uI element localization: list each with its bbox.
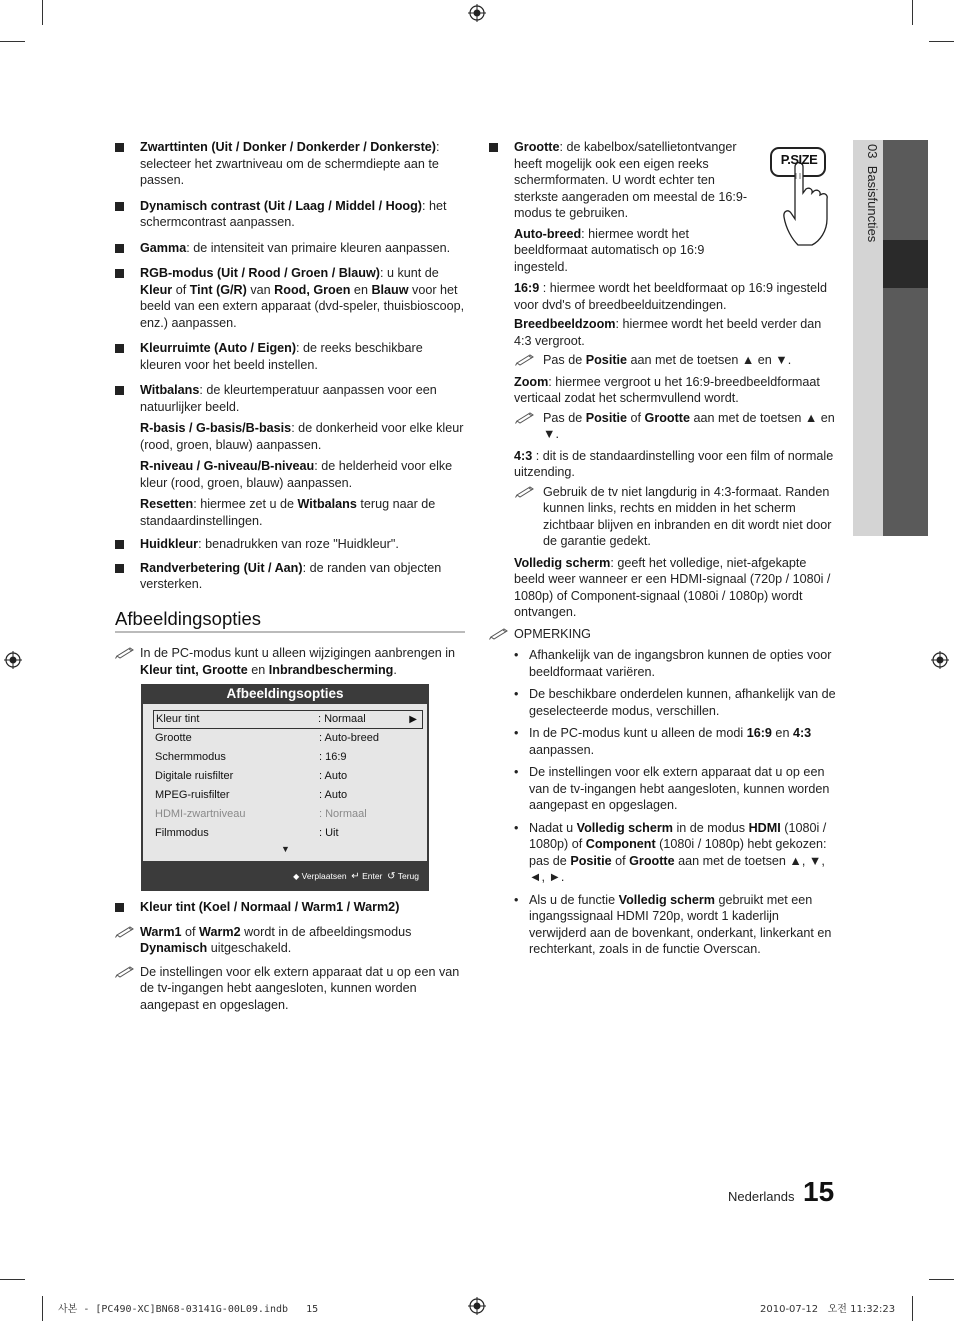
desc: van (246, 282, 275, 297)
osd-footer-back: Terug (397, 871, 419, 881)
desc: : u kunt de (379, 266, 439, 280)
bullet-square-icon (115, 564, 124, 573)
osd-row-digitale-ruisfilter[interactable] (155, 767, 427, 786)
desc: (1080i / 1080p) of (529, 820, 827, 851)
desc: De instellingen voor elk extern apparaat dat u op een van de tv-ingangen hebt aangesloten, kunnen worden aangepast en opgeslagen. (140, 964, 460, 1012)
note-heading: OPMERKING (514, 626, 591, 641)
desc: : hiermee wordt het beeld verder dan 4:3 vergroot. (514, 317, 822, 348)
registration-mark-icon (4, 651, 22, 669)
desc: : de reeks beschikbare kleuren voor het beeld instellen. (140, 341, 423, 372)
term: Huidkleur (140, 537, 199, 551)
bullet-square-icon (115, 143, 124, 152)
bullet-square-icon (115, 344, 124, 353)
term: HDMI (748, 820, 781, 835)
side-tab-dark (883, 140, 928, 536)
osd-title: Afbeeldingsopties (226, 686, 344, 701)
desc: Afhankelijk van de ingangsbron kunnen de opties voor beeldformaat variëren. (529, 648, 832, 679)
print-slug-left: 사본 - [PC490-XC]BN68-03141G-00L09.indb 15 (58, 1304, 319, 1315)
return-icon: ↺ (387, 871, 396, 882)
term: Grootte (629, 853, 675, 868)
desc: : de intensiteit van primaire kleuren aanpassen. (186, 240, 451, 255)
desc: Nadat u (529, 820, 577, 835)
term: Positie (570, 853, 612, 868)
right-column (489, 280, 839, 964)
desc: : hiermee vergroot u het 16:9-breedbeeldformaat verticaal zodat het schermvullend wordt. (514, 374, 820, 405)
desc: Gebruik de tv niet langdurig in 4:3-formaat. Randen kunnen links, rechts en midden in het scherm zichtbaar blijven en inbranden en dit wordt niet door de garantie gedekt. (543, 484, 832, 548)
desc: Pas de (543, 353, 586, 367)
osd-row-label: MPEG-ruisfilter (155, 789, 230, 801)
section-title: Afbeeldingsopties (115, 608, 262, 629)
term: 16:9 (746, 726, 772, 740)
term: R-niveau / G-niveau/B-niveau (140, 459, 315, 473)
desc: aan met de toetsen ▲ en ▼. (543, 410, 835, 441)
crop-mark (912, 0, 913, 25)
section-divider (115, 631, 465, 633)
sub-item (489, 555, 839, 621)
note (489, 626, 839, 643)
desc: : de helderheid voor elke kleur (rood, groen, blauw) aanpassen. (140, 459, 453, 490)
scroll-down-icon[interactable]: ▼ (281, 844, 290, 854)
term: Auto-breed (514, 226, 582, 241)
list-item (115, 240, 465, 257)
osd-row-value: : Uit (319, 827, 339, 839)
desc: : hiermee wordt het beeldformaat automatisch op 16:9 ingesteld. (514, 226, 705, 274)
term: RGB-modus (Uit / Rood / Groen / Blauw) (140, 266, 380, 280)
note (489, 352, 839, 369)
desc: of (172, 282, 190, 297)
note (489, 484, 839, 550)
list-item (115, 265, 465, 331)
osd-panel (143, 704, 427, 861)
term: Witbalans (297, 497, 357, 511)
osd-row-label: Digitale ruisfilter (155, 770, 234, 782)
osd-row-value: : Auto (319, 789, 348, 801)
note (115, 964, 465, 1014)
osd-row-schermmodus[interactable] (155, 748, 427, 767)
note-pencil-icon (115, 645, 135, 659)
arrow-right-icon: ▶ (409, 714, 417, 725)
desc: of (611, 853, 630, 868)
desc: aanpassen. (529, 742, 595, 757)
osd-row-hdmi-zwartniveau (155, 805, 427, 824)
bullet-square-icon (115, 386, 124, 395)
osd-row-value: : Normaal (319, 808, 367, 820)
crop-mark (0, 41, 25, 42)
note-pencil-icon (515, 484, 535, 498)
desc: of (181, 924, 200, 939)
term: Kleur tint (Koel / Normaal / Warm1 / Warm2) (140, 900, 400, 914)
desc: : hiermee wordt het beeldformaat op 16:9 ingesteld voor dvd's of breedbeelduitzendingen. (514, 281, 827, 312)
desc: uitgeschakeld. (207, 941, 292, 955)
crop-mark (42, 0, 43, 25)
desc: in de modus (672, 820, 749, 835)
bullet-dot-icon: • (514, 820, 519, 835)
sub-item (115, 458, 465, 491)
desc: (1080i / 1080p) hebt gekozen: pas de (529, 837, 827, 868)
osd-row-value: : Normaal (318, 713, 366, 725)
term: Volledig scherm (514, 555, 611, 570)
list-item (513, 647, 839, 680)
term: R-basis / G-basis/B-basis (140, 421, 292, 435)
osd-row-value: : 16:9 (319, 751, 347, 763)
footer-language: Nederlands (728, 1189, 795, 1204)
term: Kleur (140, 282, 173, 297)
desc: : de kabelbox/satellietontvanger heeft mogelijk ook een eigen reeks schermformaten. U wordt echter ten sterkste aangeraden om meestal de 16:9-modus te gebruiken. (514, 140, 748, 220)
osd-row-value: : Auto-breed (319, 732, 379, 744)
bullet-dot-icon: • (514, 648, 519, 662)
registration-mark-icon (468, 1297, 486, 1315)
bullet-dot-icon: • (514, 726, 519, 740)
term: Witbalans (140, 383, 200, 397)
term: Kleur tint, Grootte (140, 662, 248, 677)
term: Zwarttinten (Uit / Donker / Donkerder / Donkerste) (140, 140, 436, 154)
desc: In de PC-modus kunt u alleen wijzigingen aanbrengen in (140, 646, 456, 660)
crop-mark (0, 1279, 25, 1280)
list-item (115, 340, 465, 373)
desc: : benadrukken van roze "Huidkleur". (198, 537, 399, 551)
term: Gamma (140, 240, 187, 255)
bullet-square-icon (115, 903, 124, 912)
note-pencil-icon (115, 964, 135, 978)
crop-mark (929, 1279, 954, 1280)
sub-item (489, 280, 839, 313)
registration-mark-icon (931, 651, 949, 669)
desc: De instellingen voor elk extern apparaat dat u op een van de tv-ingangen hebt aangesloten, kunnen worden aangepast en opgeslagen. (529, 765, 830, 812)
desc: wordt in de afbeeldingsmodus (240, 924, 412, 939)
desc: voor het beeld van een extern apparaat (dvd-speler, thuisbioscoop, enz.) aanpassen. (140, 282, 465, 330)
osd-row-value: : Auto (319, 770, 348, 782)
term: Kleurruimte (Auto / Eigen) (140, 341, 297, 355)
note (489, 410, 839, 443)
desc: gebruikt met een ingangssignaal HDMI 720p, wordt 1 kaderlijn verwijderd aan de bovenkant, onderkant, linkerkant en rechterkant, zoals in de functie Overscan. (529, 892, 832, 956)
bullet-dot-icon: • (514, 687, 519, 701)
desc: en (771, 726, 793, 740)
desc: aan met de toetsen ▲, ▼, ◄, ►. (529, 853, 825, 884)
bullet-dot-icon: • (514, 892, 519, 907)
sub-item (115, 420, 465, 453)
side-tab-text: Basisfuncties (865, 165, 880, 243)
desc: : de kleurtemperatuur aanpassen voor een natuurlijker beeld. (140, 383, 437, 414)
list-item (513, 686, 839, 719)
desc: In de PC-modus kunt u alleen de modi (529, 726, 747, 740)
note-bullets (489, 647, 839, 958)
term: Volledig scherm (576, 820, 673, 835)
print-slug-right: 2010-07-12 오전 11:32:23 (760, 1304, 896, 1315)
osd-row-label: HDMI-zwartniveau (155, 808, 246, 820)
term: Positie (585, 353, 628, 367)
osd-row-label: Grootte (155, 732, 192, 744)
osd-row-label: Filmmodus (155, 827, 209, 839)
list-item (115, 198, 465, 231)
term: Volledig scherm (618, 892, 715, 907)
term: 4:3 (792, 726, 812, 740)
registration-mark-icon (468, 4, 486, 22)
term: Grootte (644, 410, 691, 425)
desc: : dit is de standaardinstelling voor een film of normale uitzending. (514, 448, 834, 479)
term: Component (585, 837, 656, 851)
list-item (115, 382, 465, 415)
desc: : selecteer het zwartniveau om de schermdiepte aan te passen. (140, 140, 440, 187)
bullet-square-icon (115, 202, 124, 211)
note (115, 924, 465, 957)
desc: : hiermee zet u de (193, 497, 298, 511)
term: 4:3 (514, 448, 533, 463)
enter-icon: ↵ (351, 871, 360, 882)
desc: De beschikbare onderdelen kunnen, afhankelijk van de geselecteerde modus, verschillen. (529, 687, 836, 718)
term: Inbrandbescherming (268, 662, 394, 677)
term: Rood, Groen (274, 282, 351, 297)
osd-row-filmmodus[interactable] (155, 824, 427, 843)
psize-button-label: P.SIZE (780, 152, 818, 167)
term: Dynamisch contrast (Uit / Laag / Middel / Hoog) (140, 198, 422, 213)
crop-mark (42, 1296, 43, 1321)
term: Grootte (514, 140, 560, 154)
osd-footer-move: Verplaatsen (301, 871, 347, 881)
osd-row-grootte[interactable] (155, 729, 427, 748)
term: Tint (G/R) (189, 282, 247, 297)
bullet-square-icon (115, 269, 124, 278)
desc: Als u de functie (529, 892, 619, 907)
sub-item (489, 448, 839, 481)
osd-row-label: Schermmodus (155, 751, 226, 763)
desc: of (627, 410, 645, 425)
term: Dynamisch (140, 941, 208, 955)
list-item (115, 536, 465, 553)
list-item (115, 899, 465, 916)
osd-menu (141, 684, 429, 891)
note-pencil-icon (515, 352, 535, 366)
side-tab-number: 03 (865, 144, 880, 159)
note-pencil-icon (515, 410, 535, 424)
side-tab-marker (883, 240, 928, 288)
list-item (489, 139, 749, 222)
desc: Pas de (543, 410, 586, 425)
note-pencil-icon (115, 924, 135, 938)
list-item (513, 764, 839, 814)
bullet-square-icon (115, 540, 124, 549)
desc: terug naar de standaardinstellingen. (140, 497, 436, 528)
list-item (513, 820, 839, 886)
sub-item (489, 374, 839, 407)
left-column-bottom (115, 899, 465, 1020)
osd-footer (293, 871, 419, 882)
sub-item (489, 316, 839, 349)
note (115, 645, 465, 678)
term: Blauw (371, 282, 409, 297)
list-item (115, 560, 465, 593)
term: Positie (585, 410, 628, 425)
term: Randverbetering (Uit / Aan) (140, 560, 303, 575)
crop-mark (912, 1296, 913, 1321)
term: Breedbeeldzoom (514, 317, 616, 331)
right-column-top (489, 139, 749, 277)
list-item (115, 139, 465, 189)
desc: en (247, 662, 269, 677)
desc: . (393, 662, 397, 677)
osd-row-label: Kleur tint (156, 713, 200, 725)
bullet-square-icon (115, 244, 124, 253)
desc: : het schermcontrast aanpassen. (140, 198, 447, 229)
desc: : geeft het volledige, niet-afgekapte beeld weer wanneer er een HDMI-signaal (720p / 1080i / 1080p) of Component-signaal (1080i / 1080p) wordt ontvangen. (514, 555, 831, 619)
page-number: 15 (803, 1176, 835, 1207)
osd-footer-enter: Enter (362, 871, 383, 881)
sub-item (489, 226, 714, 276)
term: Resetten (140, 497, 194, 511)
desc: en (350, 282, 372, 297)
bullet-square-icon (489, 143, 498, 152)
osd-row-mpeg-ruisfilter[interactable] (155, 786, 427, 805)
term: Zoom (514, 374, 549, 389)
move-icon: ◆ (293, 872, 300, 881)
term: 16:9 (514, 281, 540, 295)
osd-row-kleur-tint[interactable] (153, 710, 423, 729)
crop-mark (929, 41, 954, 42)
desc: aan met de toetsen ▲ en ▼. (627, 353, 792, 367)
desc: : de randen van objecten versterken. (140, 560, 442, 591)
left-column (115, 139, 465, 602)
term: Warm1 (140, 924, 182, 939)
pc-note (115, 645, 465, 685)
bullet-dot-icon: • (514, 765, 519, 779)
sub-item (115, 496, 465, 529)
list-item (513, 892, 839, 958)
side-tab (853, 140, 928, 536)
desc: : de donkerheid voor elke kleur (rood, groen, blauw) aanpassen. (140, 421, 464, 452)
note-pencil-icon (489, 626, 509, 640)
term: Warm2 (199, 924, 241, 939)
side-tab-label (856, 144, 880, 242)
list-item (513, 725, 839, 758)
